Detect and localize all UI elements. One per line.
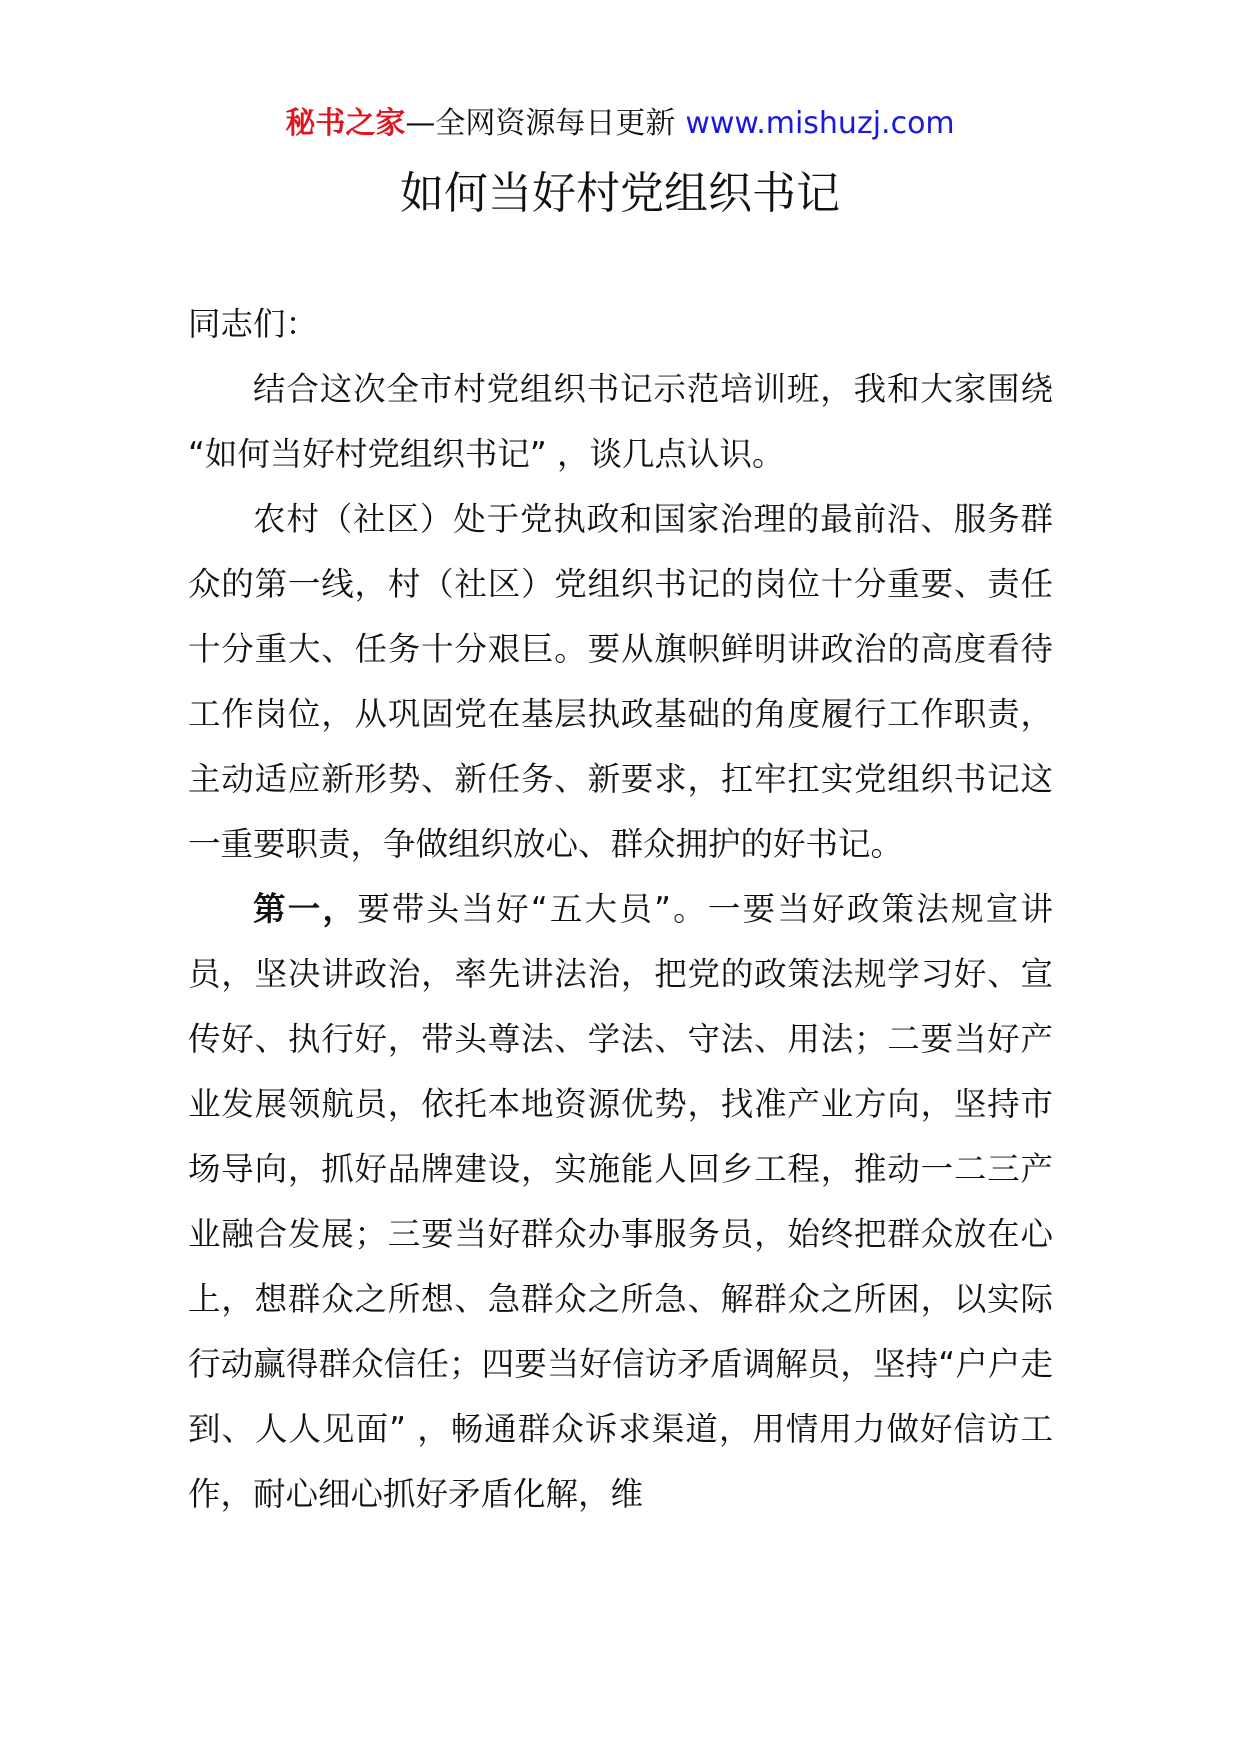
header-banner xyxy=(0,104,1240,144)
paragraph-intro xyxy=(188,357,1053,487)
paragraph-context xyxy=(188,487,1053,877)
paragraph-first-point xyxy=(188,877,1053,1527)
paragraph-first-point-text: 要带头当好“五大员”。一要当好政策法规宣讲员，坚决讲政治，率先讲法治，把党的政策法规学习好、宣传好、执行好，带头尊法、学法、守法、用法；二要当好产业发展领航员，依托本地资源优势，找准产业方向，坚持市场导向，抓好品牌建设，实施能人回乡工程，推动一二三产业融合发展；三要当好群众办事服务员，始终把群众放在心上，想群众之所想、急群众之所急、解群众之所困，以实际行动赢得群众信任；四要当好信访矛盾调解员，坚持“户户走到、人人见面” ，畅通群众诉求渠道，用情用力做好信访工作，耐心细心抓好矛盾化解，维 xyxy=(188,890,1053,1513)
salutation: 同志们： xyxy=(188,305,319,343)
document-title: 如何当好村党组织书记 xyxy=(400,168,840,219)
paragraph-context-text: 农村（社区）处于党执政和国家治理的最前沿、服务群众的第一线，村（社区）党组织书记的岗位十分重要、责任十分重大、任务十分艰巨。要从旗帜鲜明讲政治的高度看待工作岗位，从巩固党在基层执政基础的角度履行工作职责，主动适应新形势、新任务、新要求，扛牢扛实党组织书记这一重要职责，争做组织放心、群众拥护的好书记。 xyxy=(188,500,1053,863)
document-body xyxy=(188,292,1053,1527)
site-url-link[interactable]: www.mishuzj.com xyxy=(685,106,955,141)
brand-name: 秘书之家 xyxy=(285,106,406,141)
brand-tagline: —全网资源每日更新 xyxy=(405,106,676,141)
paragraph-first-point-lead: 第一， xyxy=(253,890,358,928)
paragraph-intro-text: 结合这次全市村党组织书记示范培训班，我和大家围绕 “如何当好村党组织书记” ，谈几点认识。 xyxy=(188,370,1053,473)
